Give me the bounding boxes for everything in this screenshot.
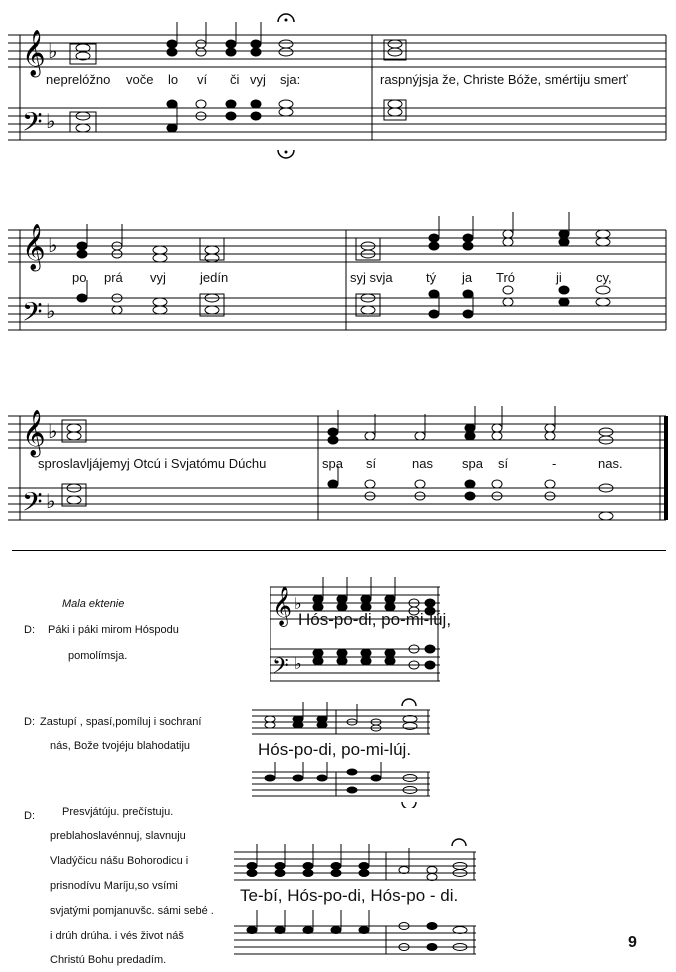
deacon-text: Zastupí , spasí,pomíluj i sochraní bbox=[40, 716, 202, 728]
response-lyric: Te-bí, Hós-po-di, Hós-po - di. bbox=[240, 886, 459, 905]
lyric: jedín bbox=[200, 270, 229, 285]
lyric: sí bbox=[498, 456, 509, 471]
deacon-text: nás, Bože tvojéju blahodatiju bbox=[50, 740, 191, 752]
response-lyric: Hós-po-di, po-mi-lúj, bbox=[298, 610, 452, 629]
fermata-icon bbox=[402, 699, 416, 706]
flat-icon: ♭ bbox=[48, 233, 58, 257]
treble-clef-icon: 𝄞 bbox=[22, 224, 46, 270]
response-lyric: Hós-po-di, po-mi-lúj. bbox=[258, 740, 412, 759]
lyric: sproslavljájemyj Otcú i Svjatómu Dúchu bbox=[38, 456, 267, 471]
flat-icon: ♭ bbox=[294, 654, 302, 673]
staff-graphics bbox=[0, 190, 676, 360]
flat-icon: ♭ bbox=[294, 594, 302, 613]
treble-clef-icon: 𝄞 bbox=[22, 30, 46, 76]
fermata-icon bbox=[452, 839, 466, 846]
lyric: ji bbox=[556, 270, 562, 285]
lyric: spa bbox=[322, 456, 343, 471]
deacon-text: Páki i páki mirom Hóspodu bbox=[48, 624, 179, 636]
staff-graphics bbox=[0, 0, 676, 190]
lyric: prá bbox=[104, 270, 123, 285]
flat-icon: ♭ bbox=[46, 299, 56, 323]
music-system-3 bbox=[0, 380, 676, 540]
deacon-text: Presvjátúju. prečístuju. bbox=[62, 806, 174, 818]
lyric: vyj bbox=[250, 72, 266, 87]
section-divider bbox=[12, 550, 666, 551]
flat-icon: ♭ bbox=[46, 489, 56, 513]
lyric: Tró bbox=[496, 270, 516, 285]
bass-clef-icon: 𝄢 bbox=[22, 296, 43, 334]
fermata-icon bbox=[402, 802, 416, 808]
lyric: vyj bbox=[150, 270, 166, 285]
lyric: sí bbox=[366, 456, 377, 471]
bass-clef-icon: 𝄢 bbox=[22, 486, 43, 524]
lyric: sja: bbox=[280, 72, 301, 87]
treble-clef-icon: 𝄞 bbox=[272, 586, 293, 626]
lyric: nas bbox=[412, 456, 433, 471]
lyric: raspnýjsja že, Christe Bóže, smértiju smerť bbox=[380, 72, 628, 87]
lyric: či bbox=[230, 72, 240, 87]
lyric: cy, bbox=[596, 270, 612, 285]
deacon-text: Christú Bohu predadím. bbox=[50, 954, 167, 966]
lyric: ví bbox=[197, 72, 208, 87]
music-system-2 bbox=[0, 190, 676, 360]
deacon-text: pomolímsja. bbox=[68, 650, 128, 662]
flat-icon: ♭ bbox=[48, 39, 58, 63]
section-title: Mala ektenie bbox=[62, 598, 125, 610]
lyric: nas. bbox=[598, 456, 623, 471]
flat-icon: ♭ bbox=[48, 419, 58, 443]
deacon-text: i drúh drúha. i vés život náš bbox=[50, 930, 184, 942]
flat-icon: ♭ bbox=[46, 109, 56, 133]
page-number: 9 bbox=[628, 934, 637, 951]
deacon-text: prisnodívu Maríju,so vsími bbox=[50, 880, 178, 892]
lyric: tý bbox=[426, 270, 437, 285]
lyric: lo bbox=[168, 72, 179, 87]
lyric: po bbox=[72, 270, 87, 285]
deacon-text: svjatými pomjanuvšc. sámi sebé . bbox=[50, 905, 214, 917]
deacon-label: D: bbox=[24, 810, 35, 822]
deacon-text: preblahoslavénnuj, slavnuju bbox=[50, 830, 186, 842]
deacon-label: D: bbox=[24, 716, 35, 728]
music-system-1 bbox=[0, 0, 676, 190]
lyric: - bbox=[552, 456, 557, 471]
deacon-label: D: bbox=[24, 624, 35, 636]
response-1-notation bbox=[270, 565, 440, 695]
bass-clef-icon: 𝄢 bbox=[22, 106, 43, 144]
lyric: spa bbox=[462, 456, 483, 471]
lyric: voče bbox=[126, 72, 154, 87]
treble-clef-icon: 𝄞 bbox=[22, 410, 46, 456]
lyric: syj svja bbox=[350, 270, 393, 285]
lyric: neprelóžno bbox=[46, 72, 111, 87]
bass-clef-icon: 𝄢 bbox=[272, 654, 289, 684]
lyric: ja bbox=[462, 270, 473, 285]
deacon-text: Vladýčicu nášu Bohorodicu i bbox=[50, 855, 189, 867]
